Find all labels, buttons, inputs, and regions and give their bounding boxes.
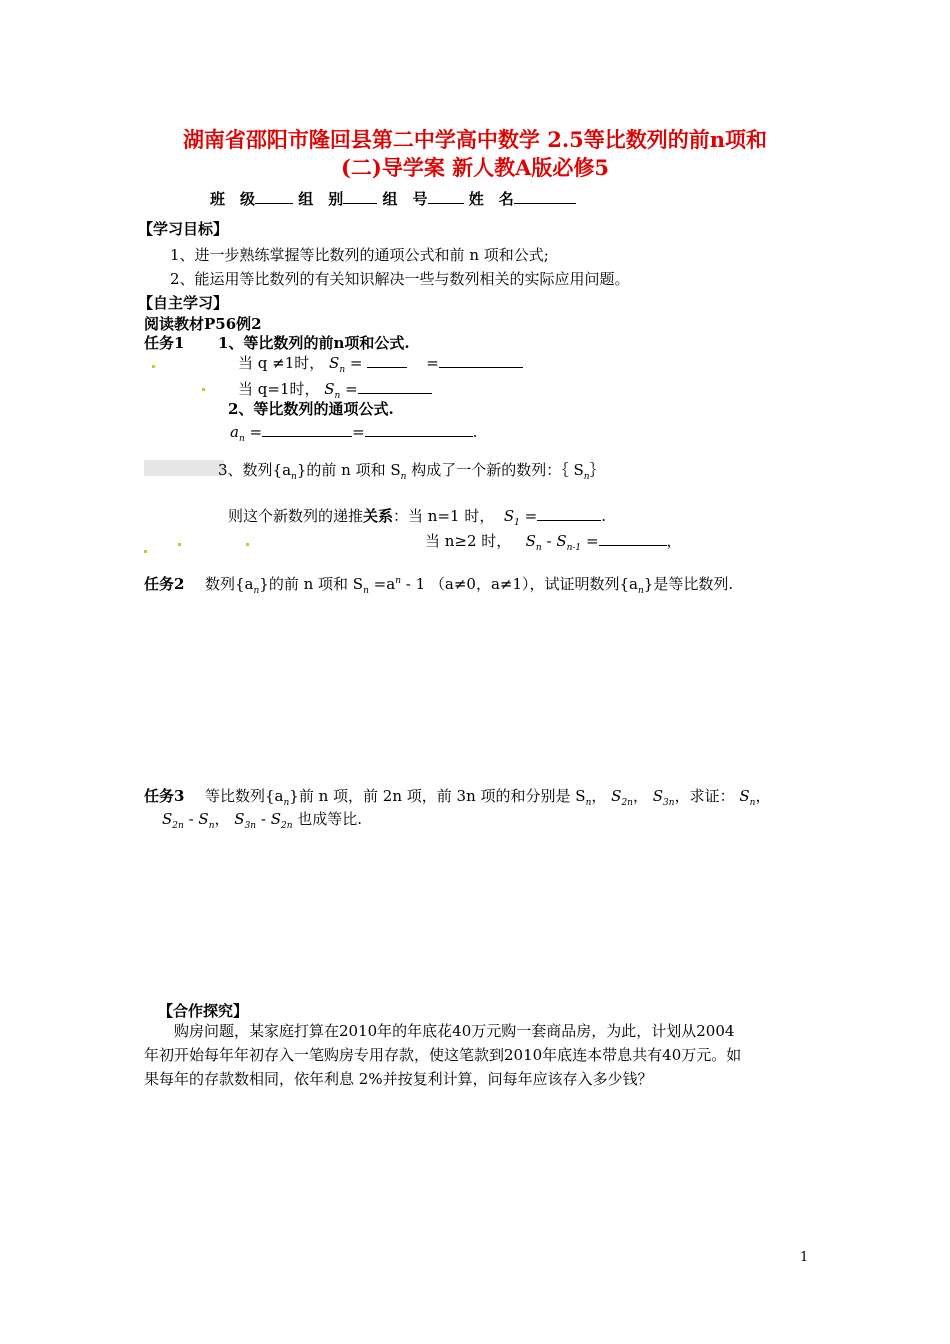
group-blank[interactable] xyxy=(343,189,377,204)
goal-item-2: 2、能运用等比数列的有关知识解决一些与数列相关的实际应用问题。 xyxy=(170,270,630,288)
stray-mark xyxy=(246,543,249,546)
name-label: 姓 名 xyxy=(468,190,514,208)
cooperation-para-line2: 年初开始每年年初存入一笔购房专用存款，使这笔款到2010年底连本带息共有40万元。如 xyxy=(144,1046,742,1064)
stray-mark xyxy=(144,550,147,553)
task3-line1: 等比数列$\{a_n\}$前 n 项，前 2n 项，前 3n 项的和分别是 $S_n$， $S_{2n}$， $S_{3n}$，求证： $S_n$， xyxy=(205,787,771,808)
goal-item-1: 1、进一步熟练掌握等比数列的通项公式和前 n 项和公式; xyxy=(170,246,549,264)
group-label: 组 别 xyxy=(298,190,344,208)
sum-formula-blank-1[interactable] xyxy=(367,353,407,368)
task3-line2: $S_{2n} - S_n$， $S_{3n} - S_{2n}$ 也成等比. xyxy=(162,810,363,831)
recurrence-row-2: 当 n≥2 时， $S_n - S_{n-1}$ = ， xyxy=(425,532,682,553)
stray-mark xyxy=(178,543,181,546)
name-blank[interactable] xyxy=(514,189,576,204)
recurrence-row-1: 则这个新数列的递推关系：当 n=1 时， $S_1$ = . xyxy=(228,507,607,528)
reading-assignment: 阅读教材P56例2 xyxy=(144,315,262,333)
general-term-row: $a_n$ = = . xyxy=(230,423,478,444)
recurrence-blank-1[interactable] xyxy=(537,506,601,521)
general-term-blank-1[interactable] xyxy=(262,422,352,437)
page-title-line1: 湖南省邵阳市隆回县第二中学高中数学 2.5等比数列的前n项和 xyxy=(182,127,768,152)
page-title-line2: (二)导学案 新人教A版必修5 xyxy=(340,155,610,180)
stray-mark xyxy=(152,365,155,368)
task1-case1: 当 q ≠1时， $S_n$ = = xyxy=(238,352,523,375)
class-label: 班 级 xyxy=(210,190,256,208)
task1-item1: 1、等比数列的前n项和公式. xyxy=(218,334,410,352)
task1-item2: 2、等比数列的通项公式. xyxy=(228,400,394,418)
task2-label: 任务2 xyxy=(144,575,185,593)
number-label: 组 号 xyxy=(382,190,428,208)
number-blank[interactable] xyxy=(428,189,464,204)
stray-mark xyxy=(202,388,205,391)
task1-item3: 3、数列$\{a_n\}$的前 n 项和 $S_n$ 构成了一个新的数列：｛ $S_n\}$ xyxy=(218,461,605,482)
class-blank[interactable] xyxy=(255,189,293,204)
recurrence-blank-2[interactable] xyxy=(599,531,667,546)
task3-label: 任务3 xyxy=(144,787,185,805)
self-study-header: 【自主学习】 xyxy=(138,294,229,312)
student-info-row xyxy=(210,188,576,209)
task1-case2: 当 q=1时， $S_n$ = xyxy=(238,378,432,401)
goals-header: 【学习目标】 xyxy=(138,220,229,238)
task2-text: 数列$\{a_n\}$的前 n 项和 $S_n =a^n - 1$ （a≠0，a≠1），试证明数列$\{a_n\}$是等比数列. xyxy=(205,575,734,596)
task1-label: 任务1 xyxy=(144,334,185,352)
page-number: 1 xyxy=(800,1250,809,1265)
shaded-band xyxy=(144,460,224,476)
sum-formula-blank-2[interactable] xyxy=(439,353,523,368)
sum-formula-blank-3[interactable] xyxy=(358,379,432,394)
cooperation-para-line1: 购房问题，某家庭打算在2010年的年底花40万元购一套商品房，为此，计划从2004 xyxy=(174,1022,735,1040)
cooperation-header: 【合作探究】 xyxy=(158,1002,249,1020)
general-term-blank-2[interactable] xyxy=(365,422,473,437)
cooperation-para-line3: 果每年的存款数相同，依年利息 2%并按复利计算，问每年应该存入多少钱？ xyxy=(144,1070,653,1088)
